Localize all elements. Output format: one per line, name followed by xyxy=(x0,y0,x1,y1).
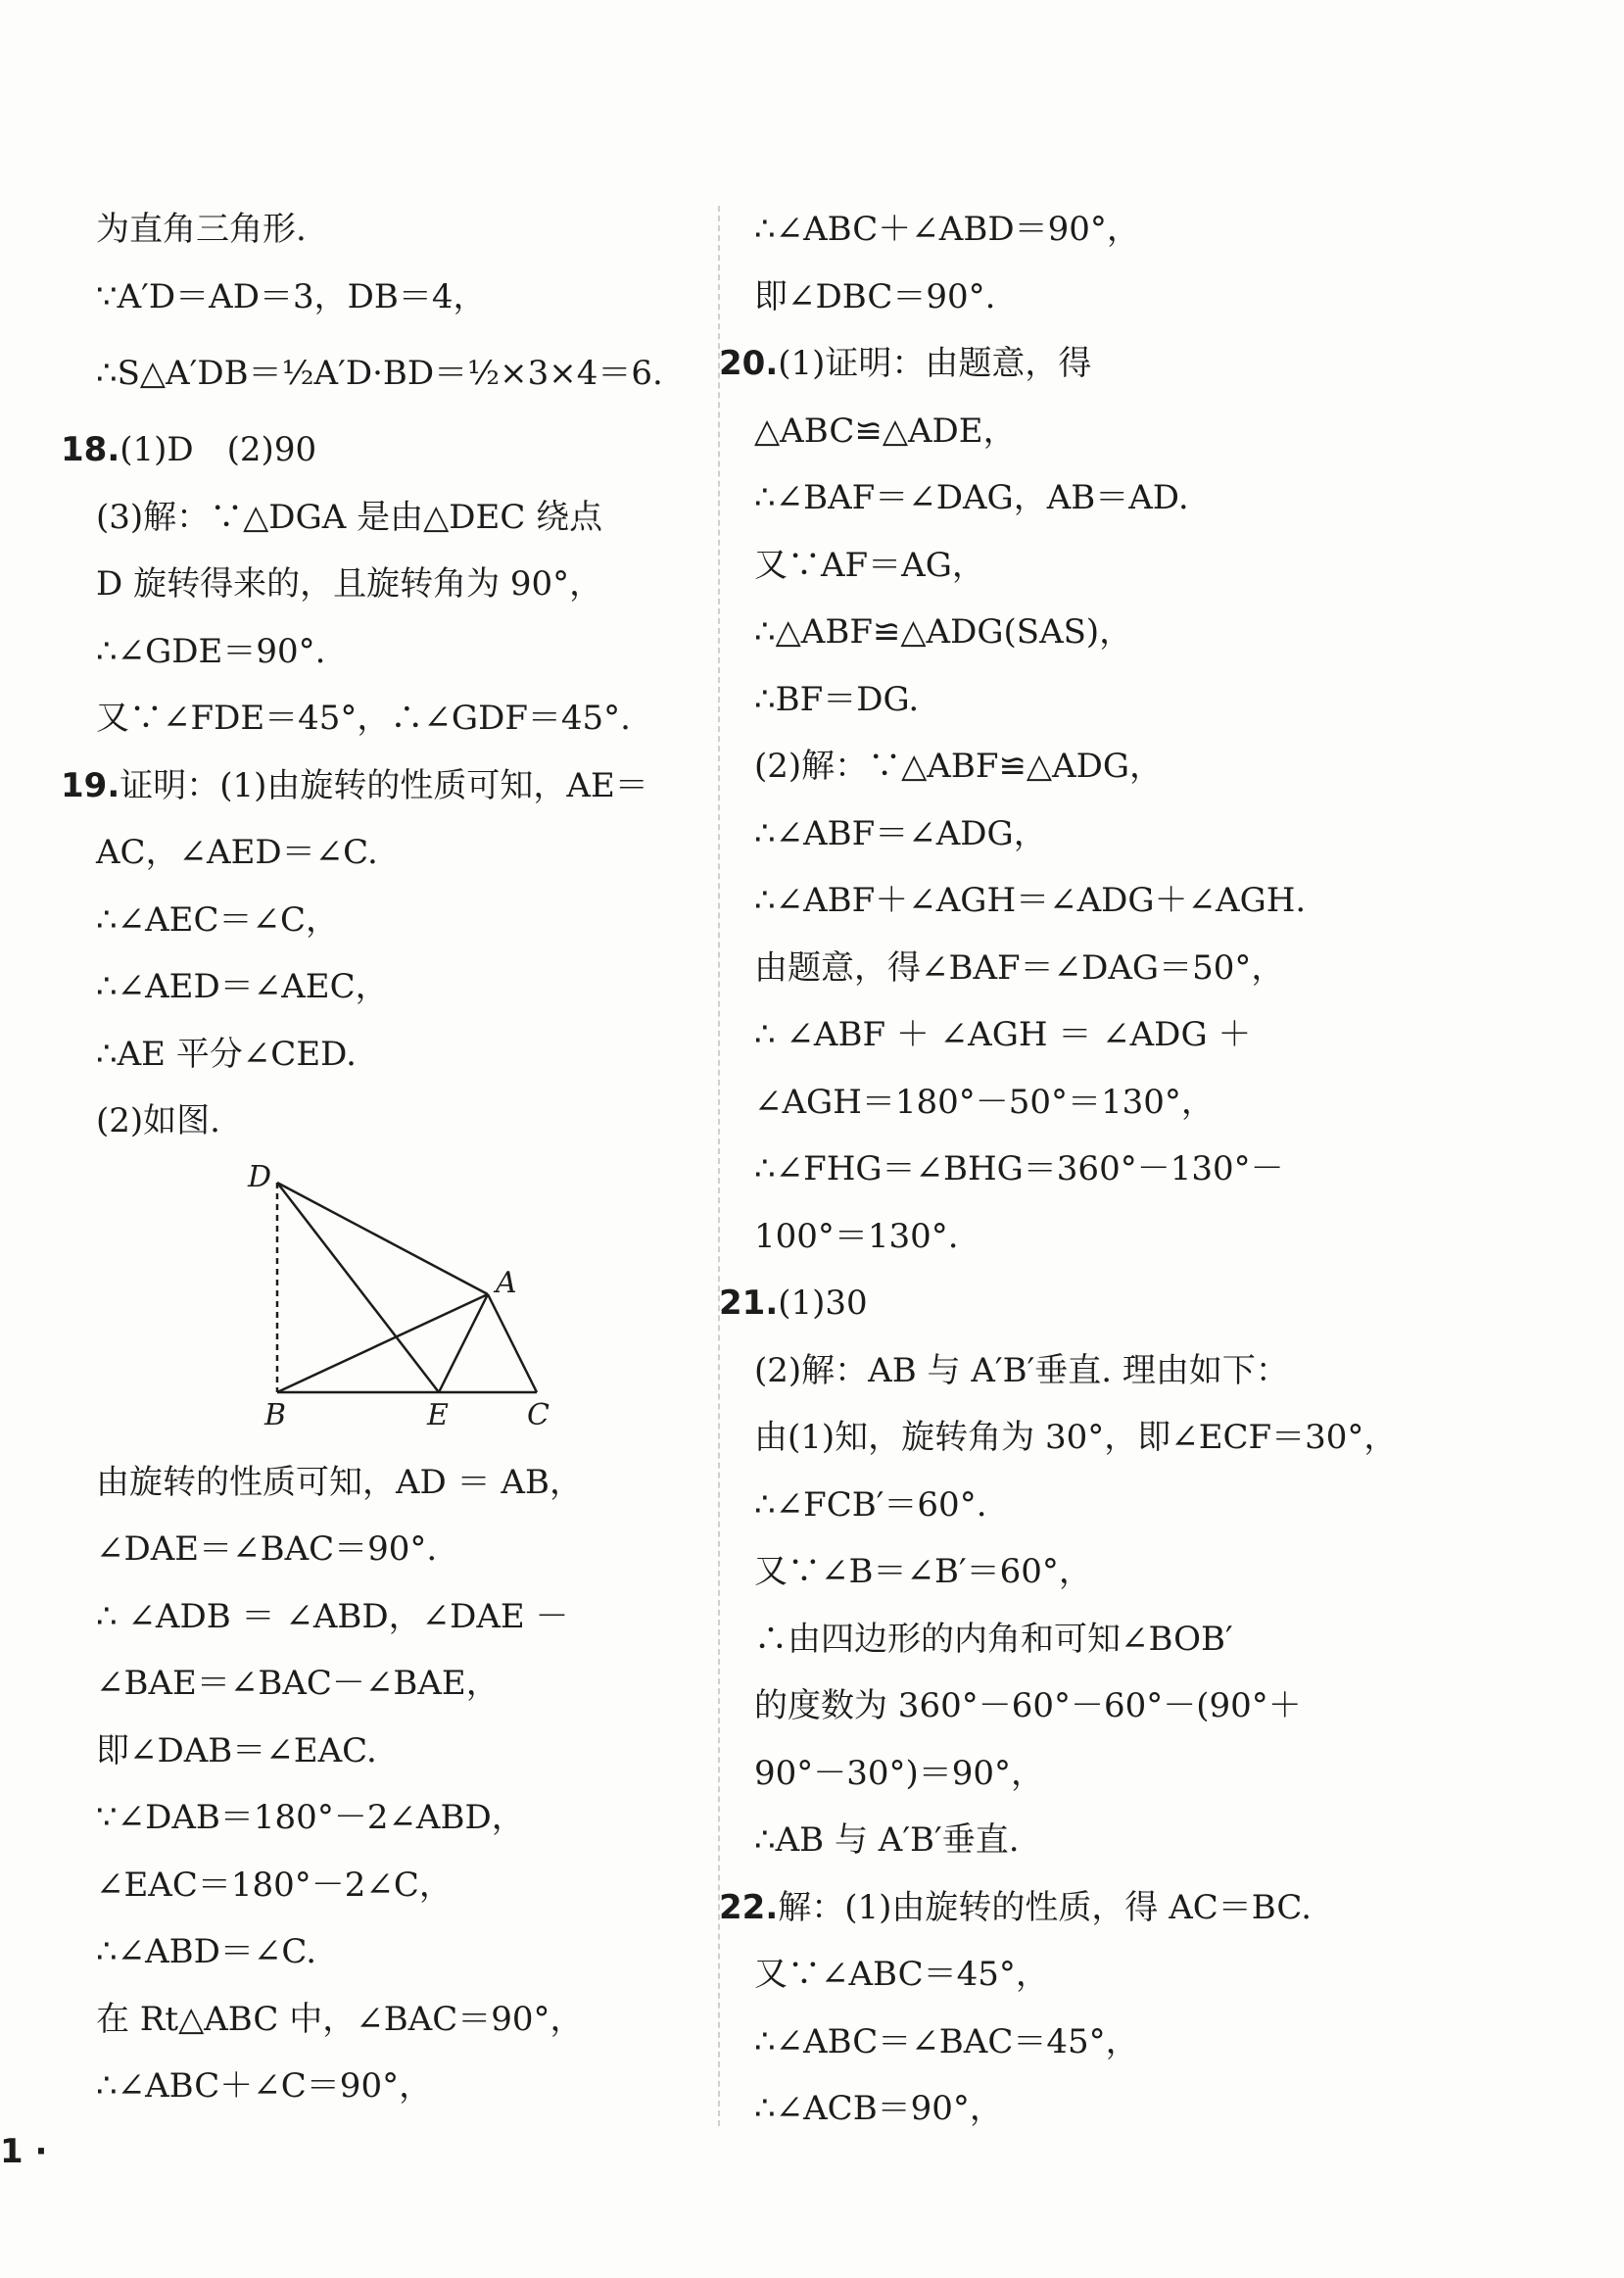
segment-DE xyxy=(277,1183,439,1392)
text-line: ∴由四边形的内角和可知∠BOB′ xyxy=(754,1619,1233,1659)
text-line: (2)解：∵△ABF≌△ADG， xyxy=(754,747,1164,786)
question-number-22: 22. xyxy=(719,1887,779,1927)
text-line: 即∠DBC＝90°. xyxy=(754,276,996,316)
text-line: ∴ ∠ABF ＋ ∠AGH ＝ ∠ADG ＋ xyxy=(754,1015,1252,1054)
column-divider xyxy=(718,206,720,2126)
text-line: 100°＝130°. xyxy=(754,1216,959,1256)
text-line: ∴∠ABF＝∠ADG， xyxy=(754,813,1047,853)
segment-BA xyxy=(277,1294,488,1392)
text-line: ∴ ∠ADB ＝ ∠ABD，∠DAE － xyxy=(96,1596,569,1636)
text-line: (3)解：∵△DGA 是由△DEC 绕点 xyxy=(96,497,603,537)
text-line: ∴∠ABC＋∠ABD＝90°， xyxy=(754,210,1140,249)
question-number-19: 19. xyxy=(61,765,120,805)
text-line: 又∵AF＝AG， xyxy=(754,545,985,585)
q21-first-line: 21.(1)30 xyxy=(719,1284,868,1323)
text-line: 由旋转的性质可知，AD ＝ AB， xyxy=(96,1462,583,1502)
geometry-figure xyxy=(96,1155,693,1449)
text-line: D 旋转得来的，且旋转角为 90°， xyxy=(96,564,603,604)
page-number: 1 · xyxy=(0,2132,48,2171)
text-line: 即∠DAB＝∠EAC. xyxy=(96,1730,377,1770)
label-C: C xyxy=(527,1397,549,1432)
triangle-diagram xyxy=(243,1155,654,1449)
text-line: 在 Rt△ABC 中，∠BAC＝90°， xyxy=(96,1999,584,2039)
text-line: ∴AE 平分∠CED. xyxy=(96,1034,357,1074)
text-line: 为直角三角形. xyxy=(96,210,307,249)
text-line: ∴∠ABF＋∠AGH＝∠ADG＋∠AGH. xyxy=(754,881,1307,920)
left-column xyxy=(61,196,693,2120)
text-line: 的度数为 360°－60°－60°－(90°＋ xyxy=(754,1686,1302,1725)
text-line: ∴∠GDE＝90°. xyxy=(96,631,326,671)
segment-AC xyxy=(488,1294,537,1392)
right-column xyxy=(719,196,1401,2143)
text-line: ∴AB 与 A′B′垂直. xyxy=(754,1820,1020,1860)
text-line: ∴∠AEC＝∠C， xyxy=(96,899,340,940)
text-line: ∴∠AED＝∠AEC， xyxy=(96,967,389,1006)
text-line: 又∵∠B＝∠B′＝60°， xyxy=(754,1552,1092,1591)
area-formula-line: ∴S△A′DB＝½A′D·BD＝½×3×4＝6. xyxy=(96,354,663,393)
text-line: ∵∠DAB＝180°－2∠ABD， xyxy=(96,1798,525,1837)
text-line: ∴BF＝DG. xyxy=(754,679,920,719)
question-number-20: 20. xyxy=(719,344,779,383)
text-line: 又∵∠FDE＝45°，∴∠GDF＝45°. xyxy=(96,699,631,738)
text-line: 又∵∠ABC＝45°， xyxy=(754,1955,1049,1994)
text-line: (2)如图. xyxy=(96,1101,220,1140)
text-line: 由题意，得∠BAF＝∠DAG＝50°， xyxy=(754,947,1285,988)
text-line: ∴∠ABC＝∠BAC＝45°， xyxy=(754,2021,1139,2061)
text-line: ∴∠ACB＝90°， xyxy=(754,2089,1003,2128)
text-line: ∴∠BAF＝∠DAG，AB＝AD. xyxy=(754,478,1189,517)
q18-first-line: 18.(1)D (2)90 xyxy=(61,430,317,469)
segment-DA xyxy=(277,1183,488,1294)
text-line: △ABC≌△ADE， xyxy=(754,411,1017,451)
text-line: ∴△ABF≌△ADG(SAS)， xyxy=(754,612,1133,652)
question-number-18: 18. xyxy=(61,430,120,469)
text-line: 由(1)知，旋转角为 30°，即∠ECF＝30°， xyxy=(754,1418,1398,1457)
label-B: B xyxy=(264,1397,287,1432)
label-E: E xyxy=(427,1397,449,1432)
label-D: D xyxy=(248,1159,272,1194)
q19-first-line: 19.证明：(1)由旋转的性质可知，AE＝ xyxy=(61,765,648,805)
text-line: 90°－30°)＝90°， xyxy=(754,1753,1045,1793)
segment-EA xyxy=(439,1294,488,1392)
q22-first-line: 22.解：(1)由旋转的性质，得 AC＝BC. xyxy=(719,1887,1312,1927)
q20-first-line: 20.(1)证明：由题意，得 xyxy=(719,344,1092,383)
text-line: ∴∠ABD＝∠C. xyxy=(96,1932,317,1971)
text-line: ∠EAC＝180°－2∠C， xyxy=(96,1865,453,1905)
text-line: ∴∠ABC＋∠C＝90°， xyxy=(96,2066,433,2106)
text-line: ∵A′D＝AD＝3，DB＝4， xyxy=(96,276,487,316)
text-line: (2)解：AB 与 A′B′垂直. 理由如下： xyxy=(754,1350,1289,1390)
text-line: ∠DAE＝∠BAC＝90°. xyxy=(96,1529,438,1569)
text-line: AC，∠AED＝∠C. xyxy=(96,833,378,872)
text-line: ∴∠FHG＝∠BHG＝360°－130°－ xyxy=(754,1149,1284,1188)
label-A: A xyxy=(496,1265,517,1300)
text-line: ∠BAE＝∠BAC－∠BAE， xyxy=(96,1664,500,1703)
text-line: ∴∠FCB′＝60°. xyxy=(754,1484,987,1525)
text-line: ∠AGH＝180°－50°＝130°， xyxy=(754,1082,1215,1122)
question-number-21: 21. xyxy=(719,1284,779,1323)
